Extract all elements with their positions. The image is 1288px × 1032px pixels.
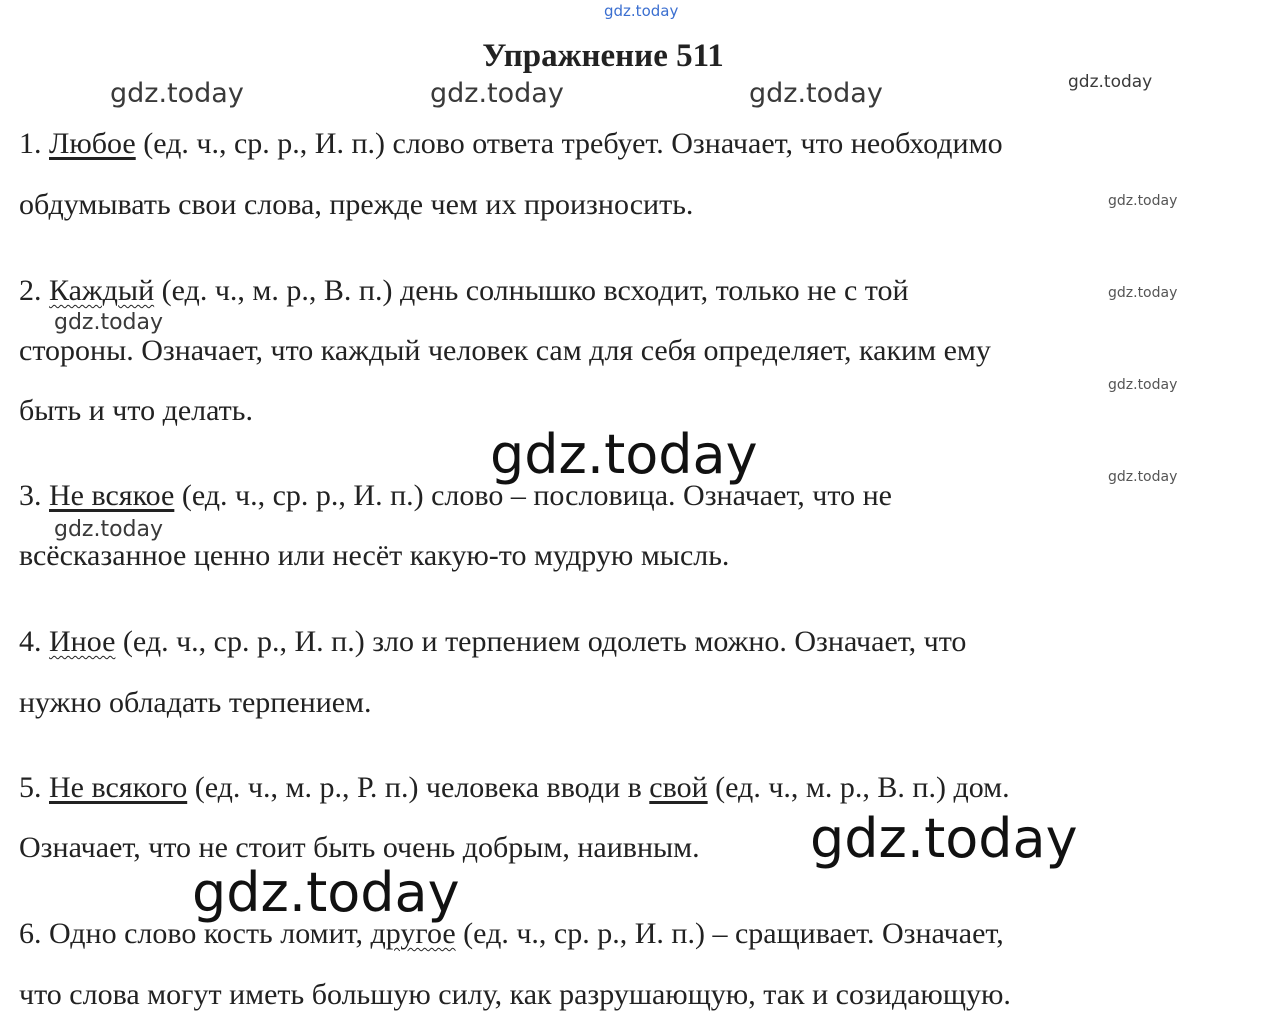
item-1-line-1 bbox=[19, 126, 1003, 162]
item-4-line-2: нужно обладать терпением. bbox=[19, 686, 372, 719]
item-text: (ед. ч., ср. р., И. п.) – сращивает. Означает, bbox=[455, 917, 1004, 950]
item-text: (ед. ч., м. р., Р. п.) человека вводи в bbox=[187, 771, 650, 804]
item-3-line-2: всёсказанное ценно или несёт какую-то мудрую мысль. bbox=[19, 539, 730, 572]
watermark-text: gdz.today bbox=[1108, 469, 1178, 485]
item-number: 1. bbox=[19, 127, 49, 160]
watermark-text: gdz.today bbox=[604, 2, 679, 20]
highlighted-word: Не всякое bbox=[49, 479, 175, 512]
watermark-text: gdz.today bbox=[54, 517, 164, 542]
watermark-text: gdz.today bbox=[110, 78, 244, 109]
watermark-text: gdz.today bbox=[192, 861, 460, 924]
watermark-text: gdz.today bbox=[430, 78, 564, 109]
item-number: 4. bbox=[19, 625, 49, 658]
item-6-line-2: что слова могут иметь большую силу, как разрушающую, так и созидающую. bbox=[19, 978, 1011, 1011]
item-text: (ед. ч., м. р., В. п.) дом. bbox=[707, 771, 1010, 804]
item-1-line-2: обдумывать свои слова, прежде чем их произносить. bbox=[19, 188, 694, 221]
item-6-line-1 bbox=[19, 916, 1004, 952]
item-5-line-1 bbox=[19, 770, 1010, 806]
highlighted-word: Не всякого bbox=[49, 771, 188, 804]
item-5-line-2: Означает, что не стоит быть очень добрым, наивным. bbox=[19, 831, 700, 864]
item-2-line-2: стороны. Означает, что каждый человек сам для себя определяет, каким ему bbox=[19, 334, 991, 367]
watermark-text: gdz.today bbox=[1108, 377, 1178, 393]
highlighted-word: Иное bbox=[49, 625, 116, 658]
item-text: (ед. ч., ср. р., И. п.) зло и терпением одолеть можно. Означает, что bbox=[115, 625, 967, 658]
item-text: (ед. ч., ср. р., И. п.) слово ответа требует. Означает, что необходимо bbox=[135, 127, 1003, 160]
page-title: Упражнение 511 bbox=[482, 38, 724, 74]
highlighted-word: другое bbox=[370, 917, 456, 950]
item-text: (ед. ч., ср. р., И. п.) слово – пословица. Означает, что не bbox=[174, 479, 892, 512]
item-2-line-3: быть и что делать. bbox=[19, 394, 253, 427]
item-number: 5. bbox=[19, 771, 49, 804]
watermark-text: gdz.today bbox=[490, 423, 758, 486]
item-2-line-1 bbox=[19, 273, 909, 309]
item-text: 6. Одно слово кость ломит, bbox=[19, 917, 371, 950]
watermark-text: gdz.today bbox=[54, 310, 164, 335]
highlighted-word: Каждый bbox=[49, 274, 155, 307]
item-number: 2. bbox=[19, 274, 49, 307]
highlighted-word-2: свой bbox=[649, 771, 708, 804]
item-3-line-1 bbox=[19, 478, 892, 514]
watermark-text: gdz.today bbox=[749, 78, 883, 109]
watermark-text: gdz.today bbox=[810, 807, 1078, 870]
item-4-line-1 bbox=[19, 624, 966, 660]
watermark-text: gdz.today bbox=[1068, 72, 1153, 92]
item-text: (ед. ч., м. р., В. п.) день солнышко всходит, только не с той bbox=[154, 274, 909, 307]
watermark-text: gdz.today bbox=[1108, 193, 1178, 209]
watermark-text: gdz.today bbox=[1108, 285, 1178, 301]
highlighted-word: Любое bbox=[49, 127, 136, 160]
item-number: 3. bbox=[19, 479, 49, 512]
